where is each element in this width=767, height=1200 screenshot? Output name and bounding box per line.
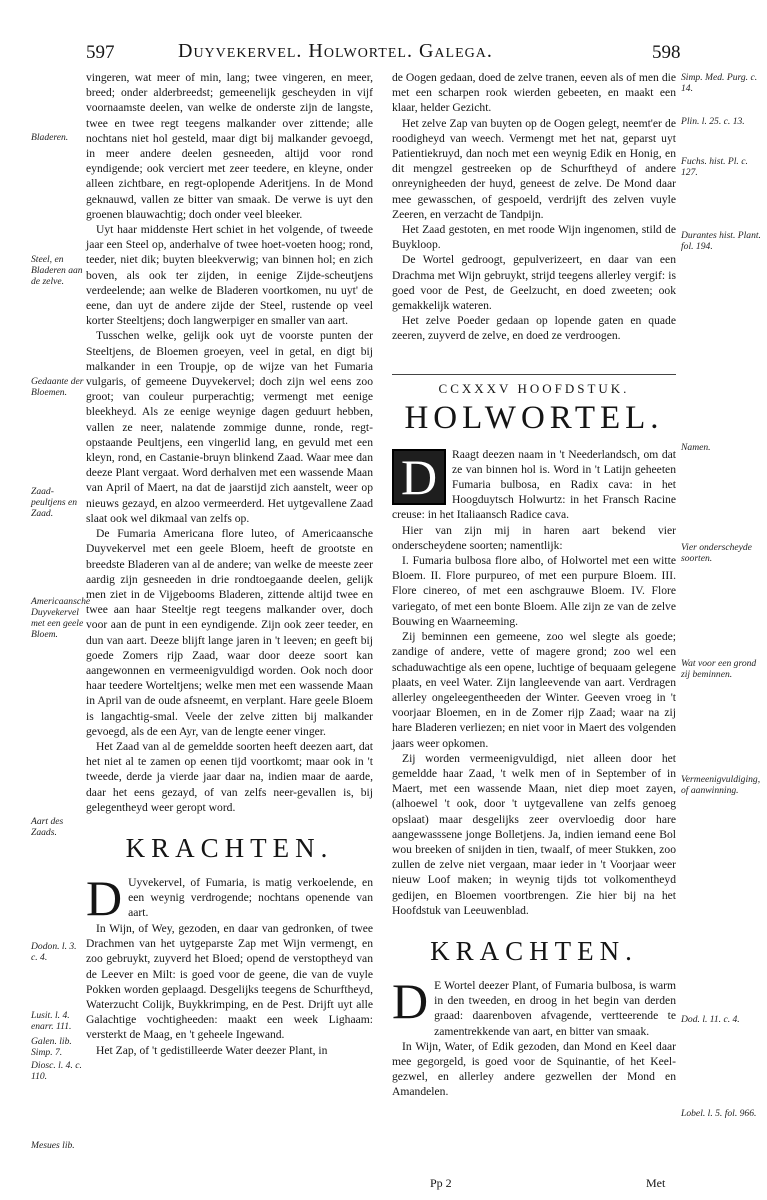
section-heading-krachten: KRACHTEN. [430,935,638,966]
chapter-number: CCXXXV HOOFDSTUK. [392,374,676,397]
right-column [392,70,676,1100]
margin-note: Lusit. l. 4. enarr. 111. [31,1010,72,1032]
paragraph: vingeren, wat meer of min, lang; twee vingeren, en meer, breed; onder alderbreedst; gemeenelijk gescheyden in vijf voornaamste deelen, van welke de onderste zijn de langste, twee en twee regt teegens malkander over zittende; alle nochtans niet hol gesteld, maar digt bij malkander gevoegd, in meer andere deelen gesneeden, altijd voor rond eyndigende; ook verciert met zeer teedere, en kleyne, onder alleen zichtbare, en regt-oplopende Aderitjens. In de Mond geknauwd, vallen ze bitter van smaak. De verwe is uyt den groenen blauwachtig; doch onder veel bleeker. [86,71,373,221]
margin-note: Lobel. l. 5. fol. 966. [681,1108,757,1119]
drop-cap: D [392,972,429,1029]
running-title: Duyvekervel. Holwortel. Galega. [178,40,493,62]
paragraph: De Fumaria Americana flore luteo, of Americaansche Duyvekervel met een geele Bloem, heeft de grootste en breedste Bladeren van al de andere; van welke de meeste zeer aardig zijn gesneeden in drie rondtoegaande deelen, gelijk men ziet in de Vijgebooms Bladeren, zittende altijd twee en twee aan haar Steeltje regt teegens malkander over, doch voor aan de punt in een eyndigende. Zijn ook zeer teeder, en dun van aart. Deeze blijft lange jaren in 't leeven; en geeft bij goede Zomers rijp Zaad, waar door deeze soort kan aangewonnen en vermeenigvuldigd worden. Ook noch door haar teedere Worteltjens; welke men met een wassende Maan in April van de oude afsneemt, en verplant. Hare geele Bloem is langachtig-smal. Veele der zelve zitten bij malkander gevoegd, als de een Ayr, van de lengte eener vinger. [86,527,373,738]
paragraph: In Wijn, of Wey, gezoden, en daar van gedronken, of twee Drachmen van het uytgeparste Zap met Wijn vermengt, en zoo gebruykt, zuyverd het Bloed; opend de verstoptheyd van de Leever en Milt: is goed voor de geene, die van de vuyle Pokken worden geplaagd. Desgelijks teegens de Schurftheyd, Waterzucht Colijk, Buykkrimping, en de Pest. Drijft uyt alle Galachtige vochtigheeden: maakt een week Lighaam: versterkt de Maag, en 't geheele Ingewand. [86,921,373,1042]
decorated-drop-cap: D [392,449,446,505]
paragraph-text: Uyvekervel, of Fumaria, is matig verkoelende, en een weynig verdrogende; nochtans openende van aart. [128,875,373,920]
paragraph: De Wortel gedroogt, gepulverizeert, en daar van een Drachma met Wijn gebruykt, strijd teegens allerley vergif: is goed voor de Pest, de Geelzucht, en doed zweeten; ook gemakkelijk wateren. [392,253,676,313]
margin-note: Dodon. l. 3. c. 4. [31,941,77,963]
page-number-left: 597 [86,42,115,63]
paragraph: Het zelve Zap van buyten op de Oogen gelegt, neemt'er de roodigheyd van weech. Vermengt met het nat, geparst uyt Patientiekruyd, dan noch met een weynig Edik en Honig, en dit mengzel gestreeken op de Schurftheyd of andere onreynigheeden der huyd, geneest de zelve. De Mond daar mee gewasschen, of gespoeld, verdrijft des zelven vuyle Zeeren, en verzacht de Tandpijn. [392,116,676,221]
signature-mark: Pp 2 [430,1176,452,1190]
page-number-right: 598 [652,42,681,63]
margin-note: Namen. [681,442,711,453]
paragraph: I. Fumaria bulbosa flore albo, of Holwortel met een witte Bloem. II. Flore purpureo, of met een purpure Bloem. III. Flore cinereo, of met een aschgrauwe Bloem. IV. Flore variegato, of met een bonte Bloem. Alle zijn ze van de zelve Bouwing en Waarneeming. [392,554,676,628]
margin-note: Galen. lib. Simp. 7. [31,1036,72,1058]
margin-note: Bladeren. [31,132,69,143]
paragraph: de Oogen gedaan, doed de zelve tranen, eeven als of men die met een scharpen rook wierden gebeeten, en maakt een klaar, helder Gezicht. [392,71,676,115]
paragraph: Hier van zijn mij in haren aart bekend vier onderscheydene soorten; namentlijk: [392,523,676,552]
margin-note: Simp. Med. Purg. c. 14. [681,72,758,94]
margin-note: Durantes hist. Plant. fol. 194. [681,230,761,252]
margin-note: Plin. l. 25. c. 13. [681,116,745,127]
margin-note: Diosc. l. 4. c. 110. [31,1060,82,1082]
margin-note: Aart des Zaads. [31,816,64,838]
paragraph: Het zelve Poeder gedaan op lopende gaten en quade zeeren, zuyverd de zelve, en doed ze verdroogen. [392,314,676,343]
paragraph: In Wijn, Water, of Edik gezoden, dan Mond en Keel daar mee gegorgeld, is goed voor de Squinantie, of het Keel-gezwel, en allerley andere gezwellen der Mond en Amandelen. [392,1039,676,1099]
margin-note: Mesues lib. [31,1140,75,1151]
section-heading-krachten: KRACHTEN. [125,832,334,863]
margin-note: Vier onderscheyde soorten. [681,542,752,564]
chapter-title: HOLWORTEL. [404,399,664,436]
paragraph: Zij worden vermeenigvuldigd, niet alleen door het gemeldde haar Zaad, 't welk men of in September of in Maert, met een wassende Maan, niet diep moet zayen, (alhoewel 't ook, door 't uytgevallene van zelfs genoeg opslaat) maar desgelijks zeer overvloedig door hare aangewasssene jonge Bolletjens. Ja, indien iemand eene Bol wou breeken of snijden in tien, twaalf, of meer Stukken, zoo zullen de zelve niet vergaan, maar ieder in 't Voorjaar weer nieuw Loof maken; in weynig tijds tot volkomentheyd gedijen, en Bloemen voortbrengen. Zie hier bij na het Hoofdstuk van Leeuwenblad. [392,751,676,917]
margin-note: Fuchs. hist. Pl. c. 127. [681,156,748,178]
paragraph: Uyt haar middenste Hert schiet in het volgende, of tweede jaar een Steel op, anderhalve of twee hoet-voeten hoog; rond, teeder, niet dik; buyten bleekverwig; van binnen hol; en zich boven, als ook ter zijden, in eenige Zijde-scheutjens verdeelende; aan welke de Bladeren voortkomen, nu uyt' de eene, dan uyt de andere zijde der Steel, rustende op veel korter Steeltjens; doch langwerpiger en smaller van aart. [86,223,373,328]
left-column [86,70,373,1058]
paragraph: Het Zaad gestoten, en met roode Wijn ingenomen, stild de Buykloop. [392,223,676,252]
margin-note: Dod. l. 11. c. 4. [681,1014,740,1025]
running-header [0,40,767,68]
paragraph: Zij beminnen een gemeene, zoo wel slegte als goede; zandige of andere, vette of magere grond; zoo wel een schaduwachtige als een opene, luchtige of bequaam gelegene plaats, en veel Water. Zijn langleevende van aart. Verdragen allerley ongeleegentheeden der Winter. Geeven vroeg in 't voorjaar Bloemen, en in de Zomer rijp Zaad; waar na zij hare Bladeren verliezen; en niet voor in Maert des volgenden jaars weer opkomen. [392,630,676,750]
catchword: Met [646,1176,666,1190]
margin-note: Steel, en Bladeren aan de zelve. [31,254,83,287]
margin-note: Americaansche Duyvekervel met een geele Bloem. [31,596,91,640]
paragraph: Tusschen welke, gelijk ook uyt de voorste punten der Steeltjens, de Bloemen groeyen, veel in getal, en digt bij malkander in een Troupje, op de wijze van het Fumaria vulgaris, of gemeene Duyvekervel; doch zijn wel eens zoo groot; van couleur purperachtig; vermengt met eenige bleekheyd. Als ze eenige weynige dagen geduurt hebben, vallen ze neer, nalatende zommige dunne, ronde, regt-opstaande Peultjens, een vingerlid lang, en gevuld met een kleyn, rond, en Castanie-bruyn blinkend Zaad. Waar mee dan deeze Plant vergaat. Word derhalven met een wassende Maan van April of Maert, na dat de jaarstijd zich aanstelt, weer op nieuws gezayd, en alzoo vermeerderd. Het uytgevallene Zaad slaat ook wel dikmaal van zelfs op. [86,329,373,525]
margin-note: Wat voor een grond zij beminnen. [681,658,757,680]
paragraph: Het Zaad van al de gemeldde soorten heeft deezen aart, dat het niet al te zamen op eenen tijd voortkomt; maar ook in 't tweede, derde ja vierde jaar daar na, indien maar de aarde, daar het eens gezayd, of van zelfs neer-gevallen is, bij gelegentheyd weer geropt word. [86,739,373,814]
paragraph-text: E Wortel deezer Plant, of Fumaria bulbosa, is warm in den tweeden, en droog in het begin van derden graad: daarenboven afvagende, vertteerende te zamentrekkende van aart, en bitter van smaak. [434,978,676,1038]
paragraph: Het Zap, of 't gedistilleerde Water deezer Plant, in [96,1043,328,1057]
margin-note: Gedaante der Bloemen. [31,376,84,398]
margin-note: Zaad-peultjens en Zaad. [31,486,78,519]
paragraph-initial [392,972,676,1039]
margin-note: Vermeenigvuldiging, of aanwinning. [681,774,761,796]
paragraph-text: Raagt deezen naam in 't Neederlandsch, om dat ze van binnen hol is. Word in 't Latijn geheeten Fumaria bulbosa, en Radix cava: in het Hoogduytsch Holwurtz: in het Fransch Racine creuse: in het Italiaansch Radice cava. [392,447,676,522]
paragraph-initial [86,869,373,926]
drop-cap: D [86,869,123,926]
paragraph-initial [392,447,676,523]
